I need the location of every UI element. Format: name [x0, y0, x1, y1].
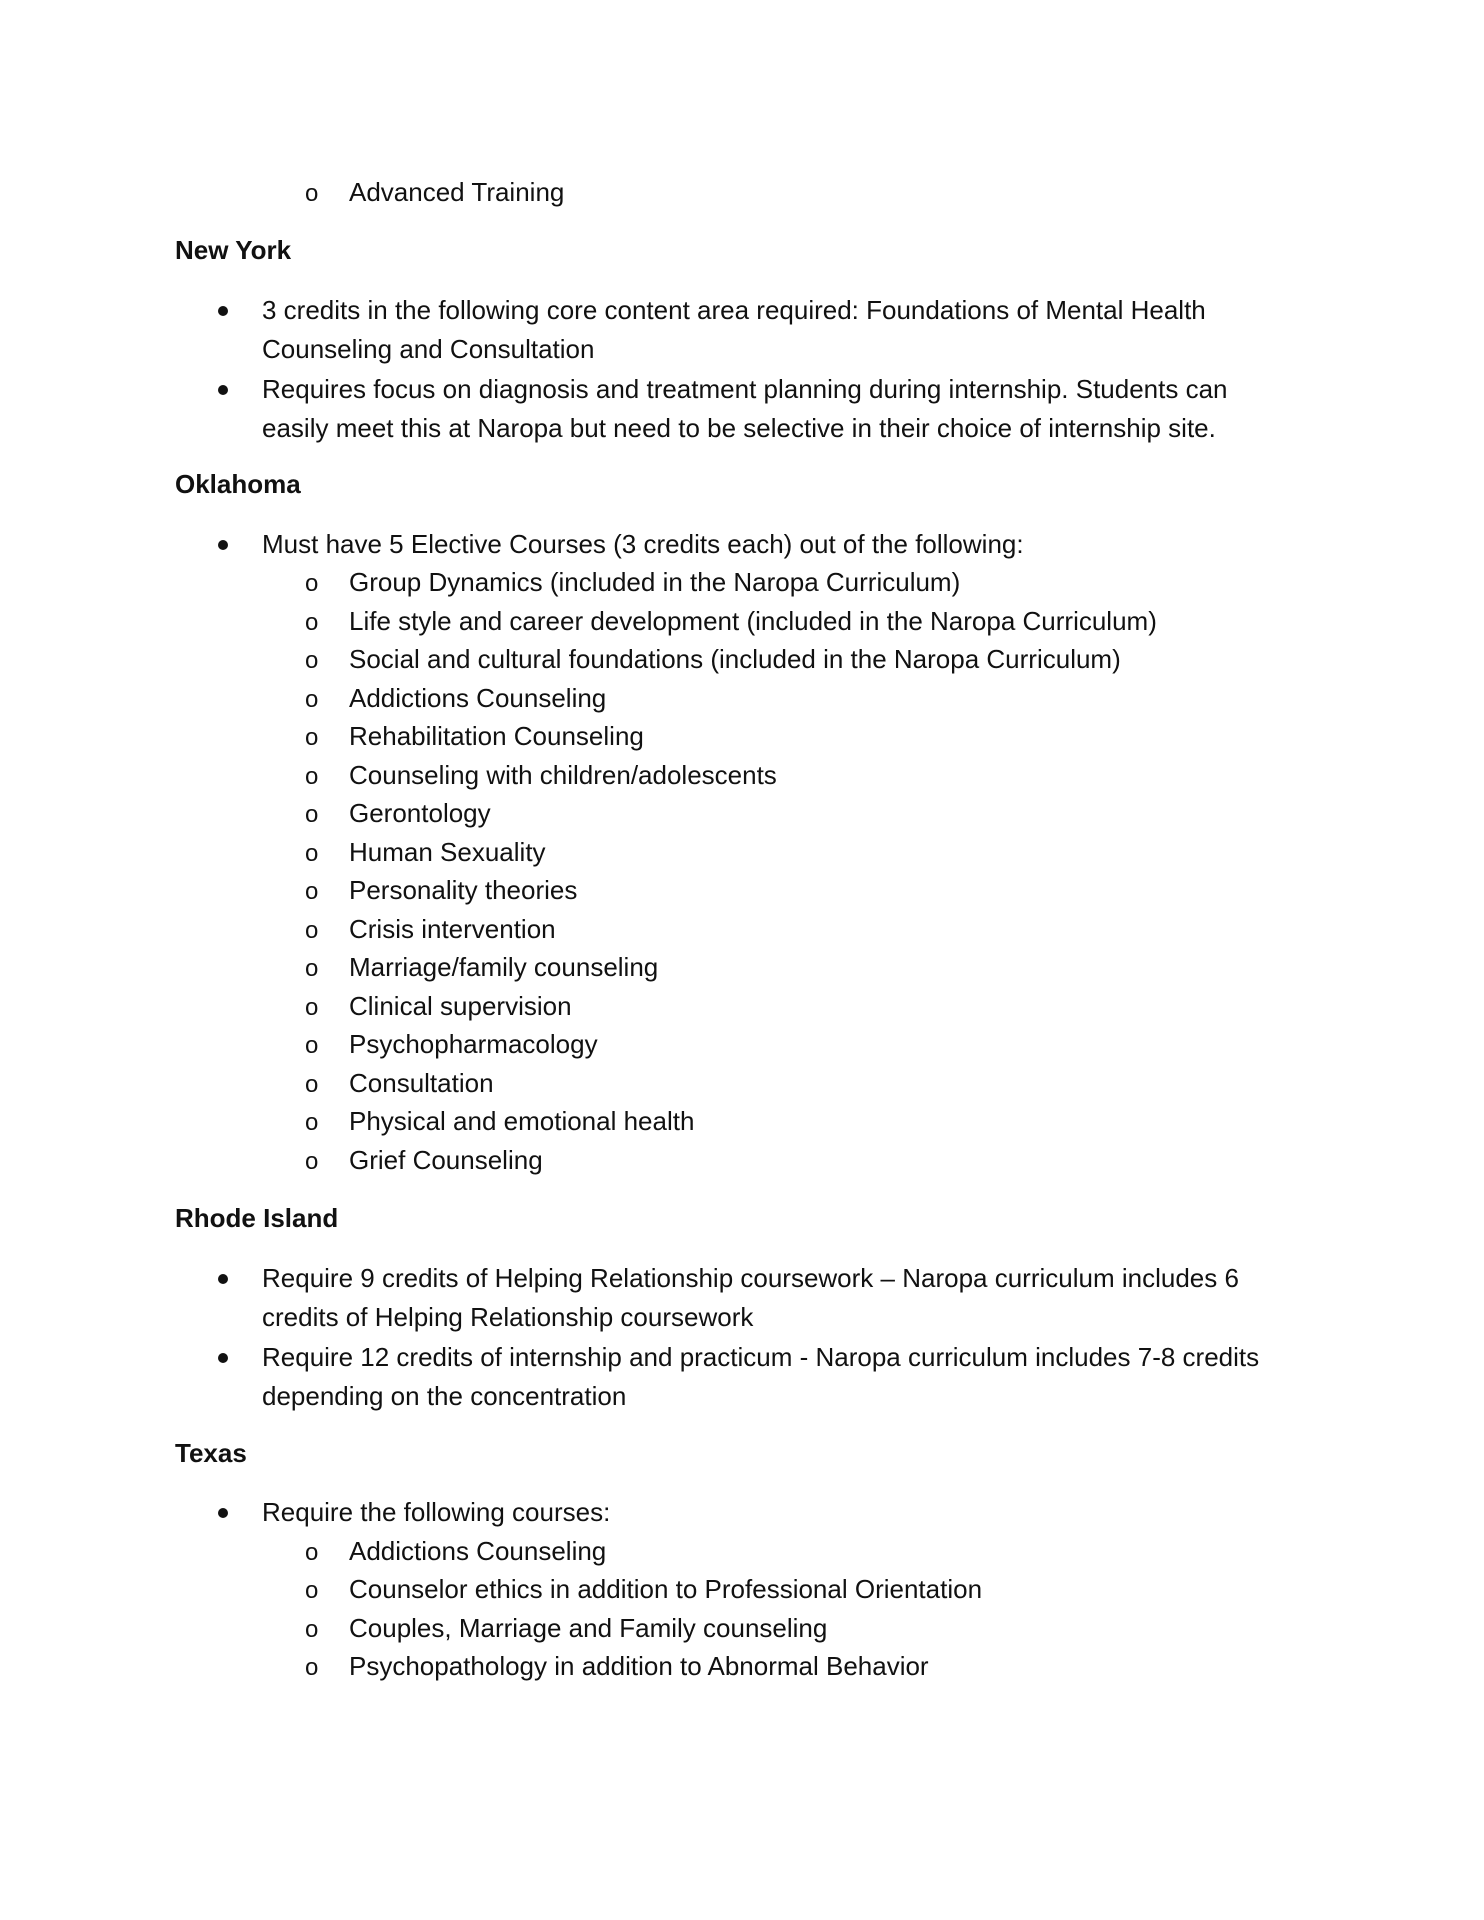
sub-list-item: Rehabilitation Counseling [349, 721, 644, 751]
sub-bullet-marker: o [305, 801, 319, 828]
sub-bullet-marker: o [305, 180, 319, 207]
sub-bullet-marker: o [305, 917, 319, 944]
bullet-dot [218, 1274, 228, 1284]
sub-bullet-marker: o [305, 878, 319, 905]
sub-bullet-marker: o [305, 1032, 319, 1059]
bullet-line: Requires focus on diagnosis and treatment planning during internship. Students can [262, 374, 1228, 404]
sub-list-item: Social and cultural foundations (included in the Naropa Curriculum) [349, 644, 1121, 674]
sub-bullet-marker: o [305, 647, 319, 674]
sub-list-item: Psychopathology in addition to Abnormal Behavior [349, 1651, 929, 1681]
sub-bullet-marker: o [305, 1071, 319, 1098]
bullet-dot [218, 385, 228, 395]
bullet-line: Require 9 credits of Helping Relationship coursework – Naropa curriculum includes 6 [262, 1263, 1239, 1293]
bullet-dot [218, 306, 228, 316]
bullet-dot [218, 1508, 228, 1518]
sub-list-item: Addictions Counseling [349, 1536, 607, 1566]
bullet-line: Counseling and Consultation [262, 334, 595, 364]
sub-list-item: Crisis intervention [349, 914, 556, 944]
bullet-dot [218, 540, 228, 550]
sub-bullet-marker: o [305, 1654, 319, 1681]
sub-bullet-marker: o [305, 1616, 319, 1643]
sub-list-item: Counseling with children/adolescents [349, 760, 777, 790]
sub-bullet-marker: o [305, 724, 319, 751]
sub-bullet-marker: o [305, 686, 319, 713]
bullet-line: easily meet this at Naropa but need to be selective in their choice of internship site. [262, 413, 1216, 443]
section-heading-rhode-island: Rhode Island [175, 1203, 339, 1233]
bullet-line: Require the following courses: [262, 1497, 611, 1527]
sub-list-item: Life style and career development (included in the Naropa Curriculum) [349, 606, 1157, 636]
sub-bullet-marker: o [305, 1109, 319, 1136]
section-heading-oklahoma: Oklahoma [175, 469, 301, 499]
bullet-line: 3 credits in the following core content area required: Foundations of Mental Health [262, 295, 1206, 325]
bullet-line: Require 12 credits of internship and practicum - Naropa curriculum includes 7-8 credits [262, 1342, 1260, 1372]
sub-bullet-marker: o [305, 609, 319, 636]
sub-list-item: Clinical supervision [349, 991, 572, 1021]
section-heading-texas: Texas [175, 1438, 247, 1468]
sub-list-item: Gerontology [349, 798, 491, 828]
sub-list-item: Physical and emotional health [349, 1106, 695, 1136]
sub-list-item: Human Sexuality [349, 837, 546, 867]
sub-list-item: Personality theories [349, 875, 578, 905]
sub-list-item: Counselor ethics in addition to Professional Orientation [349, 1574, 983, 1604]
list-item: Advanced Training [349, 177, 565, 207]
section-heading-new-york: New York [175, 235, 292, 265]
sub-list-item: Psychopharmacology [349, 1029, 598, 1059]
sub-bullet-marker: o [305, 1577, 319, 1604]
sub-bullet-marker: o [305, 955, 319, 982]
sub-list-item: Addictions Counseling [349, 683, 607, 713]
sub-bullet-marker: o [305, 763, 319, 790]
sub-list-item: Grief Counseling [349, 1145, 543, 1175]
sub-bullet-marker: o [305, 840, 319, 867]
sub-list-item: Couples, Marriage and Family counseling [349, 1613, 828, 1643]
bullet-line: credits of Helping Relationship coursework [262, 1302, 754, 1332]
sub-bullet-marker: o [305, 570, 319, 597]
sub-list-item: Consultation [349, 1068, 494, 1098]
sub-bullet-marker: o [305, 1148, 319, 1175]
sub-bullet-marker: o [305, 1539, 319, 1566]
bullet-line: Must have 5 Elective Courses (3 credits each) out of the following: [262, 529, 1024, 559]
sub-list-item: Group Dynamics (included in the Naropa Curriculum) [349, 567, 961, 597]
sub-bullet-marker: o [305, 994, 319, 1021]
sub-list-item: Marriage/family counseling [349, 952, 659, 982]
bullet-dot [218, 1353, 228, 1363]
bullet-line: depending on the concentration [262, 1381, 627, 1411]
